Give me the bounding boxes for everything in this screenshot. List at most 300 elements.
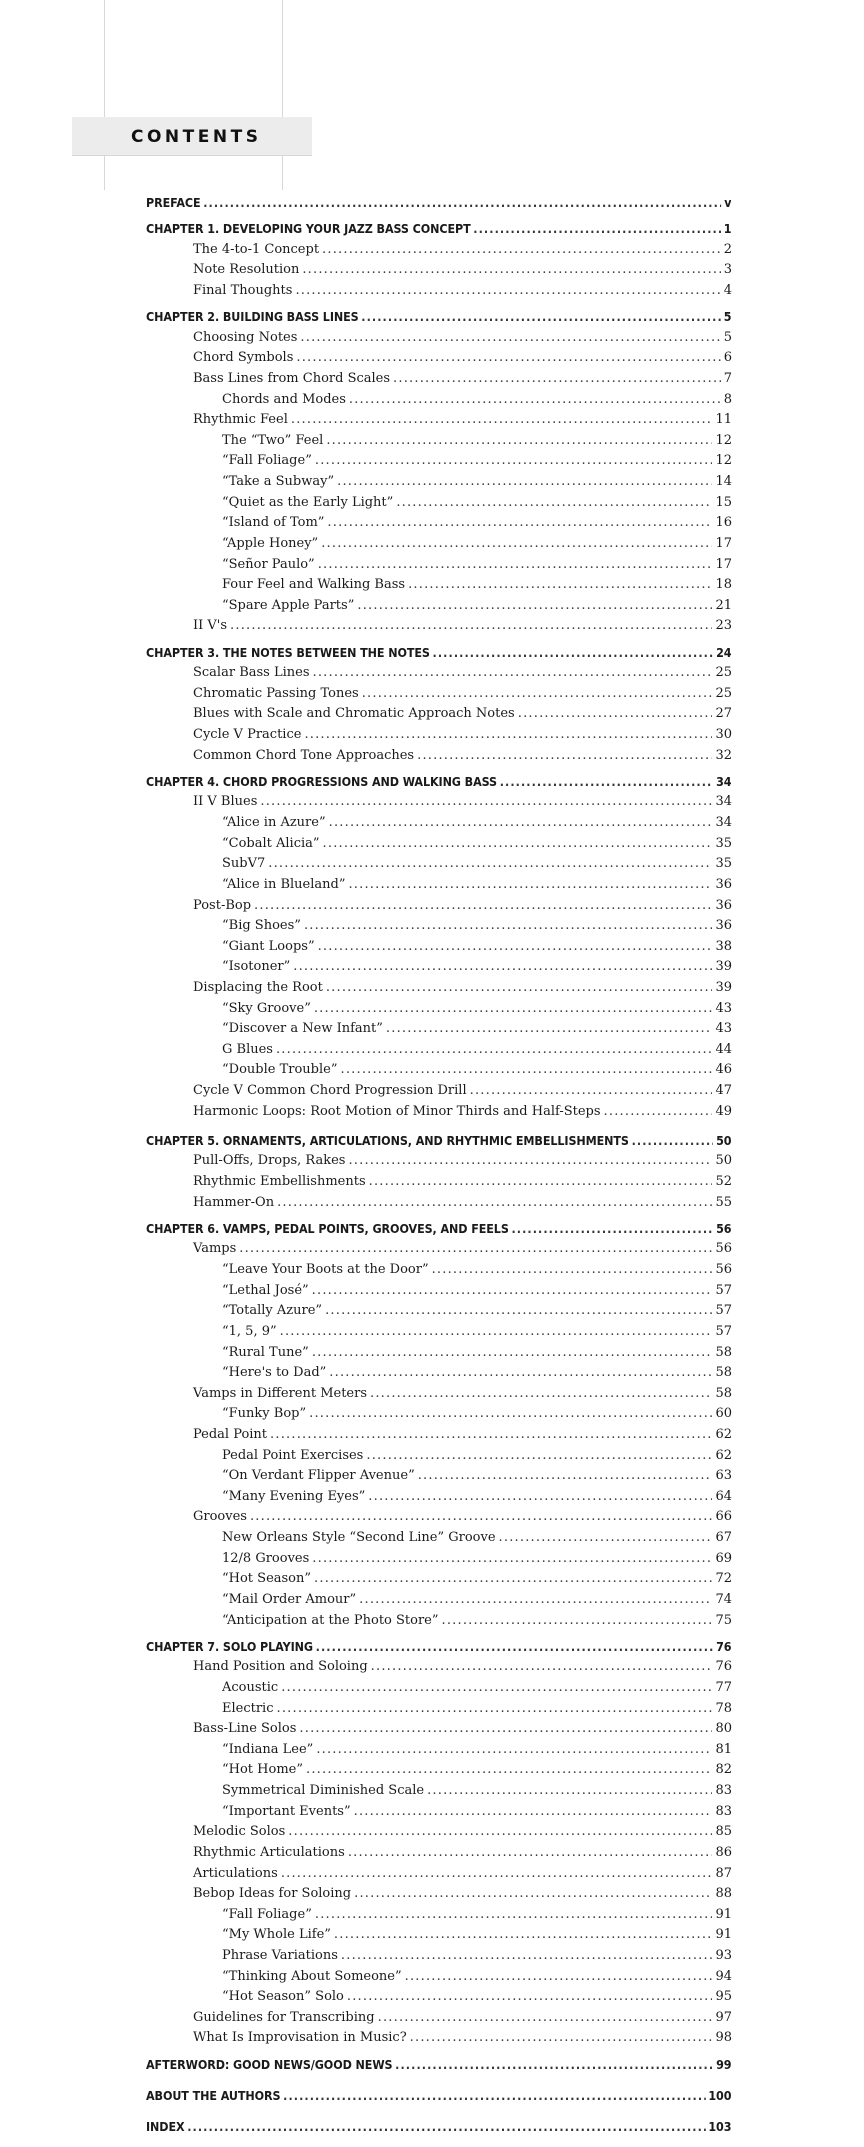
toc-dot-leader [314, 1001, 713, 1016]
toc-chapter-entry[interactable] [146, 1221, 731, 1236]
toc-dot-leader [295, 283, 720, 298]
toc-entry-title: “Leave Your Boots at the Door” [222, 1262, 429, 1277]
toc-entry[interactable] [146, 856, 732, 871]
toc-dot-leader [357, 598, 712, 613]
toc-entry-title: “Anticipation at the Photo Store” [222, 1612, 439, 1628]
toc-page-number: 103 [708, 2118, 732, 2134]
toc-entry[interactable] [146, 1195, 732, 1210]
toc-page-number: 21 [715, 597, 732, 613]
toc-entry-title: What Is Improvisation in Music? [193, 2030, 407, 2046]
toc-entry[interactable] [146, 939, 732, 954]
toc-entry[interactable] [146, 1153, 732, 1168]
toc-entry[interactable] [146, 412, 732, 427]
toc-entry-title: New Orleans Style “Second Line” Groove [222, 1530, 496, 1546]
toc-entry[interactable] [146, 1365, 732, 1380]
toc-entry-title: Note Resolution [193, 262, 300, 278]
toc-entry[interactable] [146, 1762, 732, 1777]
toc-page-number: 25 [715, 665, 732, 681]
toc-entry-title: “Funky Bop” [222, 1406, 307, 1422]
toc-dot-leader [321, 536, 712, 551]
toc-dot-leader [187, 2119, 705, 2134]
toc-page-number: 78 [715, 1700, 732, 1716]
toc-dot-leader [511, 1221, 713, 1236]
toc-dot-leader [340, 1062, 712, 1077]
toc-dot-leader [632, 1133, 714, 1148]
toc-entry[interactable] [146, 877, 732, 892]
toc-dot-leader [326, 433, 712, 448]
page-title: CONTENTS [131, 127, 262, 147]
toc-dot-leader [203, 195, 721, 210]
toc-dot-leader [427, 1783, 712, 1798]
toc-entry-title: “Important Events” [222, 1803, 351, 1819]
toc-entry-title: CHAPTER 4. CHORD PROGRESSIONS AND WALKING BASS [146, 773, 497, 789]
toc-entry[interactable] [146, 1907, 732, 1922]
toc-dot-leader [316, 1639, 714, 1654]
toc-entry[interactable] [146, 1448, 732, 1463]
toc-entry-title: II V Blues [193, 794, 258, 810]
toc-page-number: 56 [715, 1262, 732, 1277]
toc-entry-title: Hammer-On [193, 1194, 275, 1210]
toc-page-number: 56 [716, 1220, 732, 1236]
toc-entry[interactable] [146, 1927, 732, 1942]
toc-page-number: 43 [715, 1000, 732, 1016]
toc-page-number: 86 [715, 1844, 732, 1860]
toc-dot-leader [361, 309, 721, 324]
toc-entry[interactable] [146, 1742, 732, 1757]
toc-dot-leader [371, 1659, 713, 1674]
toc-dot-leader [239, 1241, 712, 1256]
toc-entry[interactable] [146, 453, 732, 468]
toc-dot-leader [313, 665, 713, 680]
toc-entry[interactable] [146, 1324, 732, 1339]
toc-entry[interactable] [146, 1262, 732, 1277]
toc-entry-title: “Double Trouble” [222, 1062, 338, 1078]
toc-dot-leader [518, 706, 713, 721]
toc-entry[interactable] [146, 1062, 732, 1077]
toc-entry[interactable] [146, 1001, 732, 1016]
toc-entry-title: “Here's to Dad” [222, 1365, 327, 1381]
toc-page-number: 15 [715, 494, 732, 510]
toc-page-number: 81 [715, 1741, 732, 1757]
toc-entry[interactable] [146, 1406, 732, 1421]
toc-entry[interactable] [146, 1721, 732, 1736]
toc-page-number: 35 [715, 856, 732, 872]
toc-dot-leader [473, 221, 721, 236]
toc-entry-title: Rhythmic Embellishments [193, 1174, 366, 1189]
toc-page-number: 36 [715, 918, 732, 934]
toc-dot-leader [393, 371, 721, 386]
toc-page-number: 88 [715, 1886, 732, 1902]
toc-dot-leader [347, 1989, 713, 2004]
toc-dot-leader [304, 727, 712, 742]
toc-page-number: 34 [715, 794, 732, 810]
toc-page-number: 75 [715, 1612, 732, 1628]
toc-page-number: 66 [715, 1509, 732, 1525]
toc-dot-leader [288, 1824, 712, 1839]
toc-page-number: 57 [715, 1323, 732, 1339]
toc-entry[interactable] [146, 1969, 732, 1984]
toc-dot-leader [386, 1021, 713, 1036]
toc-entry[interactable] [146, 1701, 732, 1716]
toc-dot-leader [276, 1042, 712, 1057]
toc-page-number: 80 [715, 1721, 732, 1737]
toc-dot-leader [281, 1680, 712, 1695]
toc-dot-leader [260, 794, 712, 809]
toc-dot-leader [334, 1927, 713, 1942]
toc-entry[interactable] [146, 836, 732, 851]
toc-page-number: 58 [715, 1365, 732, 1381]
toc-page-number: 1 [723, 221, 732, 237]
toc-entry[interactable] [146, 1303, 732, 1318]
toc-entry-title: “Alice in Blueland” [222, 876, 346, 892]
toc-dot-leader [316, 1742, 712, 1757]
toc-chapter-entry[interactable] [146, 221, 731, 236]
toc-entry[interactable] [146, 618, 732, 633]
toc-page-number: 35 [715, 835, 732, 851]
toc-entry[interactable] [146, 2010, 732, 2025]
toc-dot-leader [315, 453, 713, 468]
toc-entry[interactable] [146, 1174, 732, 1189]
toc-dot-leader [418, 1468, 713, 1483]
toc-entry-title: The 4-to-1 Concept [193, 241, 320, 257]
toc-entry-title: II V's [193, 618, 228, 634]
toc-entry[interactable] [146, 1241, 732, 1256]
toc-dot-leader [323, 836, 713, 851]
toc-dot-leader [327, 515, 712, 530]
toc-entry[interactable] [146, 474, 732, 489]
toc-entry[interactable] [146, 242, 732, 257]
toc-page-number: 44 [715, 1041, 732, 1057]
toc-entry-title: “Fall Foliage” [222, 453, 312, 469]
toc-page-number: 72 [715, 1571, 732, 1587]
toc-page-number: 77 [715, 1679, 732, 1695]
toc-chapter-entry[interactable] [146, 774, 731, 789]
toc-page-number: 63 [715, 1468, 732, 1484]
toc-page-number: 100 [708, 2087, 732, 2103]
toc-entry[interactable] [146, 1427, 732, 1442]
toc-entry-title: Vamps in Different Meters [193, 1385, 368, 1401]
toc-entry-title: Final Thoughts [193, 283, 293, 298]
toc-entry-title: Grooves [193, 1509, 247, 1525]
toc-chapter-entry[interactable] [146, 1639, 731, 1654]
toc-dot-leader [304, 918, 713, 933]
toc-dot-leader [322, 242, 721, 257]
toc-dot-leader [348, 1153, 712, 1168]
toc-dot-leader [378, 2010, 713, 2025]
toc-entry[interactable] [146, 1104, 732, 1119]
toc-dot-leader [299, 1721, 712, 1736]
toc-page-number: 34 [716, 773, 732, 789]
toc-entry-title: “Fall Foliage” [222, 1906, 312, 1922]
toc-page-number: 55 [715, 1194, 732, 1210]
toc-page-number: 24 [716, 644, 732, 660]
toc-entry-title: CHAPTER 1. DEVELOPING YOUR JAZZ BASS CONCEPT [146, 221, 471, 237]
toc-page-number: 58 [715, 1344, 732, 1360]
toc-entry-title: Pull-Offs, Drops, Rakes [193, 1153, 346, 1169]
toc-entry-title: Displacing the Root [193, 979, 323, 995]
toc-entry-title: Acoustic [222, 1679, 279, 1695]
toc-entry[interactable] [146, 1948, 732, 1963]
toc-dot-leader [318, 557, 713, 572]
toc-entry-title: “Discover a New Infant” [222, 1021, 383, 1037]
toc-chapter-entry[interactable] [146, 2057, 731, 2072]
toc-chapter-entry[interactable] [146, 1133, 731, 1148]
toc-page-number: 91 [715, 1927, 732, 1943]
toc-entry-title: “1, 5, 9” [222, 1323, 277, 1339]
toc-entry[interactable] [146, 1571, 732, 1586]
toc-entry[interactable] [146, 1509, 732, 1524]
toc-entry-title: CHAPTER 2. BUILDING BASS LINES [146, 309, 359, 325]
toc-entry[interactable] [146, 1659, 732, 1674]
toc-dot-leader [337, 474, 712, 489]
toc-dot-leader [442, 1613, 713, 1628]
toc-dot-leader [341, 1948, 713, 1963]
toc-entry-title: CHAPTER 3. THE NOTES BETWEEN THE NOTES [146, 644, 430, 660]
toc-entry[interactable] [146, 536, 732, 551]
toc-page-number: 62 [715, 1447, 732, 1463]
toc-entry[interactable] [146, 1551, 732, 1566]
toc-page-number: 12 [715, 432, 732, 448]
toc-entry[interactable] [146, 959, 732, 974]
toc-dot-leader [300, 330, 720, 345]
toc-entry[interactable] [146, 918, 732, 933]
toc-entry[interactable] [146, 1680, 732, 1695]
toc-entry[interactable] [146, 433, 732, 448]
toc-entry[interactable] [146, 748, 732, 763]
toc-dot-leader [369, 1174, 713, 1189]
toc-entry[interactable] [146, 1386, 732, 1401]
frame-line-right [282, 0, 283, 190]
toc-entry[interactable] [146, 577, 732, 592]
toc-entry-title: Pedal Point Exercises [222, 1447, 364, 1463]
toc-entry-title: Rhythmic Articulations [193, 1844, 345, 1860]
toc-entry[interactable] [146, 1804, 732, 1819]
toc-entry-title: Four Feel and Walking Bass [222, 577, 406, 593]
toc-page-number: 16 [715, 515, 732, 531]
toc-entry[interactable] [146, 1283, 732, 1298]
toc-page-number: 74 [715, 1591, 732, 1607]
toc-entry-title: Harmonic Loops: Root Motion of Minor Thirds and Half-Steps [193, 1103, 601, 1119]
toc-dot-leader [405, 1969, 713, 1984]
toc-dot-leader [280, 1324, 713, 1339]
toc-dot-leader [500, 774, 714, 789]
toc-dot-leader [326, 980, 713, 995]
toc-entry[interactable] [146, 350, 732, 365]
toc-page-number: 57 [715, 1282, 732, 1298]
toc-entry[interactable] [146, 598, 732, 613]
toc-page-number: 64 [715, 1488, 732, 1504]
toc-page-number: 5 [723, 329, 732, 345]
toc-entry[interactable] [146, 1845, 732, 1860]
toc-page-number: 4 [723, 283, 732, 298]
toc-entry-title: CHAPTER 6. VAMPS, PEDAL POINTS, GROOVES, AND FEELS [146, 1220, 509, 1236]
toc-entry[interactable] [146, 1530, 732, 1545]
toc-entry-title: Scalar Bass Lines [193, 665, 310, 681]
toc-entry-title: Bass Lines from Chord Scales [193, 371, 391, 386]
toc-entry-title: Melodic Solos [193, 1824, 286, 1840]
toc-dot-leader [270, 1427, 712, 1442]
toc-entry-title: Pedal Point [193, 1427, 268, 1442]
toc-chapter-entry[interactable] [146, 195, 731, 210]
toc-entry[interactable] [146, 1783, 732, 1798]
toc-entry[interactable] [146, 665, 732, 680]
toc-page-number: 5 [723, 309, 732, 325]
toc-chapter-entry[interactable] [146, 2088, 731, 2103]
toc-entry-title: “My Whole Life” [222, 1927, 331, 1943]
toc-entry-title: Phrase Variations [222, 1948, 338, 1963]
toc-page-number: 36 [715, 897, 732, 913]
toc-entry-title: “Totally Azure” [222, 1303, 323, 1319]
toc-page-number: 7 [723, 371, 732, 386]
toc-page-number: 83 [715, 1783, 732, 1798]
frame-line-left [104, 0, 105, 190]
toc-entry[interactable] [146, 1989, 732, 2004]
toc-entry[interactable] [146, 557, 732, 572]
toc-page-number: 62 [715, 1427, 732, 1442]
toc-entry[interactable] [146, 898, 732, 913]
toc-page-number: 27 [715, 706, 732, 722]
toc-page-number: 76 [716, 1638, 732, 1654]
toc-dot-leader [281, 1866, 713, 1881]
toc-entry[interactable] [146, 262, 732, 277]
toc-dot-leader [499, 1530, 713, 1545]
toc-entry[interactable] [146, 727, 732, 742]
toc-page-number: 98 [715, 2030, 732, 2046]
toc-entry[interactable] [146, 1042, 732, 1057]
toc-dot-leader [432, 1262, 713, 1277]
toc-entry-title: “Mail Order Amour” [222, 1591, 357, 1607]
toc-page-number: v [724, 195, 732, 210]
toc-page-number: 85 [715, 1824, 732, 1840]
toc-page-number: 18 [715, 577, 732, 593]
toc-dot-leader [277, 1195, 712, 1210]
toc-dot-leader [408, 577, 712, 592]
toc-dot-leader [277, 1701, 713, 1716]
toc-page-number: 99 [716, 2056, 732, 2072]
toc-entry-title: “Take a Subway” [222, 474, 335, 490]
toc-page-number: 23 [715, 618, 732, 634]
toc-dot-leader [314, 1571, 712, 1586]
toc-page-number: 39 [715, 979, 732, 995]
toc-page-number: 25 [715, 685, 732, 701]
toc-page-number: 11 [715, 412, 732, 428]
toc-entry-title: CHAPTER 7. SOLO PLAYING [146, 1638, 313, 1654]
toc-dot-leader [354, 1804, 713, 1819]
toc-entry[interactable] [146, 1824, 732, 1839]
toc-page-number: 38 [715, 938, 732, 954]
toc-page-number: 82 [715, 1762, 732, 1778]
toc-entry-title: “Big Shoes” [222, 918, 301, 934]
toc-entry[interactable] [146, 686, 732, 701]
toc-page-number: 50 [715, 1153, 732, 1169]
toc-page-number: 2 [723, 241, 732, 257]
toc-entry[interactable] [146, 1613, 732, 1628]
toc-page-number: 93 [715, 1948, 732, 1963]
toc-page-number: 30 [715, 727, 732, 742]
toc-entry-title: “Hot Home” [222, 1762, 303, 1778]
toc-entry[interactable] [146, 330, 732, 345]
toc-dot-leader [329, 815, 713, 830]
toc-entry[interactable] [146, 371, 732, 386]
toc-chapter-entry[interactable] [146, 645, 731, 660]
toc-page-number: 58 [715, 1385, 732, 1401]
toc-entry-title: Bass-Line Solos [193, 1721, 297, 1737]
toc-entry[interactable] [146, 1592, 732, 1607]
toc-page-number: 49 [715, 1103, 732, 1119]
toc-entry-title: Hand Position and Soloing [193, 1659, 368, 1675]
toc-entry[interactable] [146, 495, 732, 510]
toc-entry[interactable] [146, 1021, 732, 1036]
toc-entry[interactable] [146, 392, 732, 407]
toc-page-number: 83 [715, 1803, 732, 1819]
toc-dot-leader [433, 645, 714, 660]
toc-page-number: 95 [715, 1989, 732, 2005]
toc-dot-leader [312, 1345, 713, 1360]
toc-entry-title: “Giant Loops” [222, 938, 315, 954]
toc-page-number: 17 [715, 535, 732, 551]
toc-dot-leader [395, 2057, 713, 2072]
toc-dot-leader [254, 898, 712, 913]
toc-page-number: 69 [715, 1550, 732, 1566]
toc-entry-title: “Rural Tune” [222, 1344, 309, 1360]
toc-entry-title: G Blues [222, 1041, 273, 1057]
toc-entry[interactable] [146, 794, 732, 809]
toc-dot-leader [604, 1104, 713, 1119]
toc-entry-title: “Quiet as the Early Light” [222, 494, 394, 510]
toc-entry[interactable] [146, 1489, 732, 1504]
toc-entry-title: AFTERWORD: GOOD NEWS/GOOD NEWS [146, 2056, 393, 2072]
toc-entry-title: Cycle V Common Chord Progression Drill [193, 1083, 467, 1098]
toc-page-number: 3 [723, 262, 732, 278]
toc-chapter-entry[interactable] [146, 309, 731, 324]
toc-dot-leader [283, 2088, 706, 2103]
toc-entry[interactable] [146, 706, 732, 721]
toc-page-number: 50 [716, 1132, 732, 1148]
toc-entry-title: SubV7 [222, 856, 266, 872]
toc-dot-leader [293, 959, 712, 974]
toc-entry-title: CHAPTER 5. ORNAMENTS, ARTICULATIONS, AND RHYTHMIC EMBELLISHMENTS [146, 1132, 629, 1148]
toc-dot-leader [470, 1083, 713, 1098]
toc-dot-leader [410, 2030, 713, 2045]
toc-entry[interactable] [146, 1468, 732, 1483]
toc-entry[interactable] [146, 815, 732, 830]
toc-entry[interactable] [146, 980, 732, 995]
toc-chapter-entry[interactable] [146, 2119, 731, 2134]
toc-entry-title: “Many Evening Eyes” [222, 1488, 366, 1504]
toc-entry-title: Blues with Scale and Chromatic Approach Notes [193, 706, 515, 722]
toc-entry[interactable] [146, 283, 732, 298]
toc-entry-title: “Isotoner” [222, 959, 291, 975]
toc-entry-title: “Hot Season” Solo [222, 1989, 344, 2005]
toc-dot-leader [302, 262, 720, 277]
toc-entry[interactable] [146, 1866, 732, 1881]
toc-entry[interactable] [146, 515, 732, 530]
toc-dot-leader [306, 1762, 712, 1777]
toc-entry-title: “Spare Apple Parts” [222, 597, 355, 613]
toc-entry[interactable] [146, 1083, 732, 1098]
toc-entry-title: “Sky Groove” [222, 1000, 311, 1016]
toc-entry[interactable] [146, 2030, 732, 2045]
toc-dot-leader [396, 495, 712, 510]
toc-entry[interactable] [146, 1886, 732, 1901]
toc-entry-title: “Cobalt Alicia” [222, 835, 320, 851]
toc-entry-title: PREFACE [146, 195, 201, 210]
toc-entry[interactable] [146, 1345, 732, 1360]
toc-entry-title: Guidelines for Transcribing [193, 2009, 375, 2025]
toc-dot-leader [312, 1283, 713, 1298]
toc-dot-leader [318, 939, 713, 954]
toc-page-number: 60 [715, 1406, 732, 1422]
